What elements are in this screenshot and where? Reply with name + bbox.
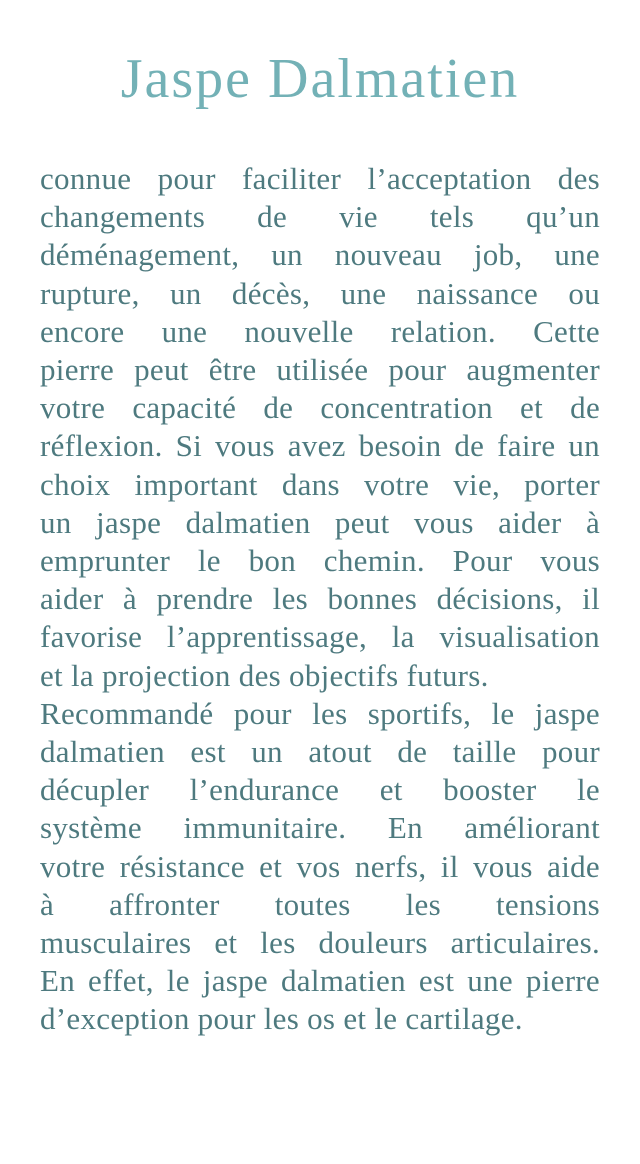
text-line: un jaspe dalmatien peut vous aider à	[40, 504, 600, 540]
text-line: réflexion. Si vous avez besoin de faire un	[40, 428, 600, 464]
text-line: votre résistance et vos nerfs, il vous aide	[40, 848, 600, 884]
text-line: aider à prendre les bonnes décisions, il	[40, 581, 600, 617]
paragraph-1	[40, 160, 600, 695]
text-line: emprunter le bon chemin. Pour vous	[40, 543, 600, 579]
paragraph-2	[40, 695, 600, 1039]
text-line: rupture, un décès, une naissance ou	[40, 275, 600, 311]
text-line: d’exception pour les os et le cartilage.	[40, 1001, 523, 1037]
text-line: choix important dans votre vie, porter	[40, 466, 600, 502]
text-line: changements de vie tels qu’un	[40, 199, 600, 235]
text-line: et la projection des objectifs futurs.	[40, 657, 489, 693]
text-line: votre capacité de concentration et de	[40, 390, 600, 426]
text-line: décupler l’endurance et booster le	[40, 772, 600, 808]
text-line: à affronter toutes les tensions	[40, 886, 600, 922]
text-line: dalmatien est un atout de taille pour	[40, 734, 600, 770]
text-line: système immunitaire. En améliorant	[40, 810, 600, 846]
text-line: connue pour faciliter l’acceptation des	[40, 161, 600, 196]
page-title: Jaspe Dalmatien	[120, 48, 520, 110]
text-line: pierre peut être utilisée pour augmenter	[40, 352, 600, 388]
text-line: Recommandé pour les sportifs, le jaspe	[40, 695, 600, 731]
text-line: favorise l’apprentissage, la visualisation	[40, 619, 600, 655]
page	[0, 44, 640, 1164]
text-line: musculaires et les douleurs articulaires.	[40, 925, 600, 961]
text-line: encore une nouvelle relation. Cette	[40, 313, 600, 349]
text-line: En effet, le jaspe dalmatien est une pierre	[40, 963, 600, 999]
article-text	[40, 160, 600, 1039]
text-line: déménagement, un nouveau job, une	[40, 237, 600, 273]
